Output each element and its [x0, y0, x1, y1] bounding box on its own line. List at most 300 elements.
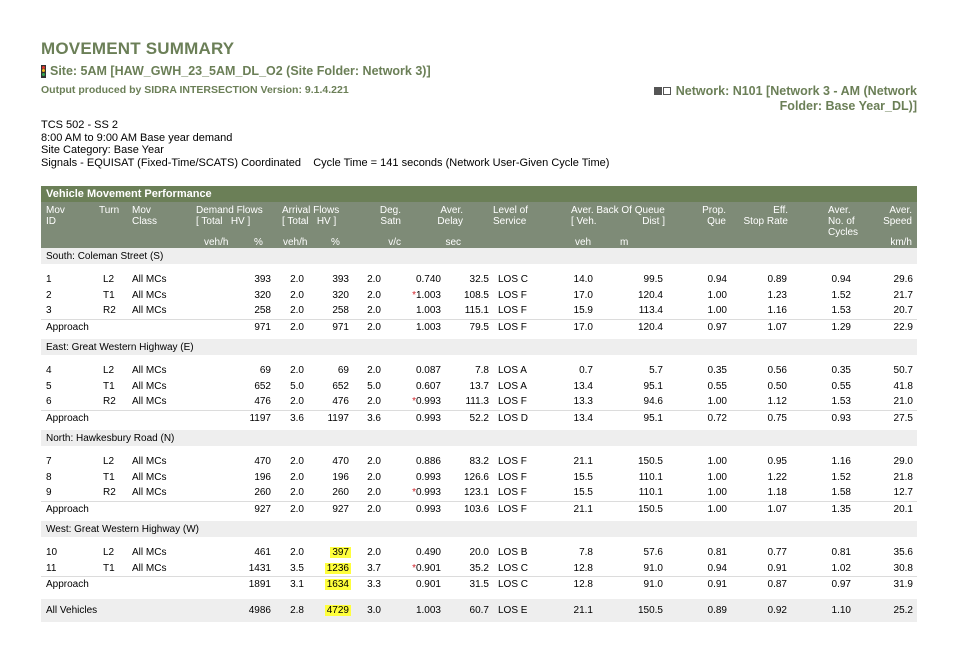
network-icon [654, 84, 672, 99]
cell-delay: 111.3 [465, 396, 489, 407]
cell-eff-stop: 0.75 [767, 412, 787, 424]
cell-queue-dist: 91.0 [643, 579, 663, 590]
cell-demand-total: 927 [254, 503, 271, 515]
highlighted-value: 397 [332, 547, 349, 558]
approach-row [41, 319, 917, 336]
cell-arrival-total: 393 [332, 274, 349, 285]
cell-arrival-total [330, 547, 351, 558]
cell-deg-satn: *0.993 [412, 396, 441, 407]
cell-mov-id: 6 [46, 396, 52, 407]
page-title: MOVEMENT SUMMARY [41, 39, 235, 58]
cell-queue-dist: 113.4 [638, 305, 663, 316]
approach-row [41, 501, 917, 518]
cell-delay: 52.2 [469, 412, 489, 424]
cell-queue-veh: 15.9 [573, 305, 593, 316]
cell-queue-veh: 0.7 [579, 365, 593, 376]
cell-turn: R2 [103, 305, 116, 316]
cell-arrival-hv: 3.7 [367, 562, 381, 574]
cell-delay: 20.0 [469, 547, 489, 558]
cell-demand-hv: 3.5 [290, 562, 304, 574]
section-header [41, 430, 917, 446]
table-row [41, 485, 917, 501]
cell-arrival-total: 258 [332, 305, 349, 316]
cell-mov-class: All MCs [132, 547, 167, 558]
cell-eff-stop: 1.16 [767, 305, 787, 316]
network-line-1: Network: N101 [Network 3 - AM (Network [675, 84, 917, 98]
unit-q-veh: veh [575, 237, 592, 248]
cell-deg-satn: 0.740 [415, 274, 441, 285]
highlighted-value: 1634 [326, 579, 349, 590]
cell-demand-total: 69 [259, 365, 271, 376]
cell-arrival-hv: 3.6 [367, 412, 381, 424]
cell-speed: 41.8 [893, 380, 913, 392]
cell-prop-que: 1.00 [707, 305, 727, 316]
cell-turn: T1 [103, 289, 115, 301]
cell-turn: L2 [103, 547, 115, 558]
movement-performance-table [41, 186, 917, 622]
cell-prop-que: 0.91 [707, 579, 727, 590]
cell-queue-veh: 17.0 [573, 321, 593, 333]
info-line: 8:00 AM to 9:00 AM Base year demand [41, 131, 233, 144]
cell-arrival-total: 260 [332, 487, 349, 498]
cell-speed: 22.9 [893, 321, 913, 333]
section-name: East: Great Western Highway (E) [46, 342, 194, 353]
cell-turn: L2 [103, 274, 115, 285]
unit-arrival-hv: % [331, 237, 340, 248]
cell-los: LOS F [498, 396, 527, 407]
cell-queue-dist: 110.1 [638, 471, 663, 483]
cell-speed: 30.8 [893, 562, 913, 574]
cell-cycles: 1.53 [831, 396, 851, 407]
cell-cycles: 0.55 [831, 380, 851, 392]
cell-arrival-hv: 2.0 [367, 321, 381, 333]
cell-speed: 50.7 [893, 365, 913, 376]
cell-deg-satn: 0.886 [415, 456, 441, 467]
cell-arrival-hv: 2.0 [367, 305, 381, 316]
header-delay: Aver. Delay [437, 205, 463, 227]
cell-queue-dist: 120.4 [637, 321, 663, 333]
cell-deg-satn: 0.993 [415, 503, 441, 515]
cell-arrival-hv: 2.0 [367, 396, 381, 407]
cell-los: LOS C [498, 562, 529, 574]
cell-mov-id: 8 [46, 471, 52, 483]
network-line-2: Folder: Base Year_DL)] [779, 99, 917, 114]
cell-delay: 60.7 [469, 604, 489, 616]
cell-eff-stop: 0.92 [767, 604, 787, 616]
cell-cycles: 0.93 [831, 412, 851, 424]
cell-eff-stop: 1.07 [767, 321, 787, 333]
cell-queue-veh: 14.0 [573, 274, 593, 285]
cell-cycles: 1.29 [831, 321, 851, 333]
cell-mov-class: All MCs [132, 274, 167, 285]
cell-eff-stop: 1.07 [767, 503, 787, 515]
cell-queue-dist: 95.1 [643, 412, 663, 424]
cell-demand-total: 1431 [248, 562, 271, 574]
cell-arrival-total [325, 563, 351, 574]
unit-q-dist: m [620, 237, 629, 248]
cell-speed: 21.7 [893, 289, 913, 301]
cell-los: LOS D [498, 412, 529, 424]
cell-mov-class: All MCs [132, 396, 167, 407]
cell-queue-dist: 150.5 [637, 604, 663, 616]
cell-cycles: 0.35 [831, 365, 851, 376]
cell-deg-satn: *1.003 [412, 289, 441, 301]
cell-prop-que: 1.00 [707, 471, 727, 483]
cell-demand-hv: 2.0 [290, 471, 304, 483]
cell-demand-hv: 5.0 [290, 380, 304, 392]
table-row [41, 303, 917, 319]
table-title: Vehicle Movement Performance [41, 186, 917, 202]
cell-delay: 123.1 [463, 487, 489, 498]
cell-prop-que: 1.00 [707, 289, 727, 301]
table-row [41, 288, 917, 304]
table-row [41, 272, 917, 288]
cell-cycles: 0.94 [831, 274, 851, 285]
cell-mov-id: 3 [46, 305, 52, 316]
info-line: TCS 502 - SS 2 [41, 119, 119, 131]
cell-demand-total: 260 [254, 487, 271, 498]
unit-delay: sec [445, 237, 461, 248]
section-name: South: Coleman Street (S) [46, 251, 164, 262]
cell-delay: 79.5 [469, 321, 489, 333]
cell-delay: 126.6 [463, 471, 489, 483]
cell-arrival-total: 320 [332, 289, 349, 301]
cell-demand-hv: 3.1 [290, 579, 304, 590]
cell-demand-hv: 2.0 [290, 321, 304, 333]
cell-cycles: 1.52 [831, 289, 851, 301]
cell-mov-class: All MCs [132, 289, 167, 301]
cell-delay: 103.6 [463, 503, 489, 515]
cell-mov-id: 11 [46, 562, 57, 574]
cell-los: LOS C [498, 579, 529, 590]
cell-queue-dist: 120.4 [637, 289, 663, 301]
all-vehicles-row [41, 599, 917, 622]
cell-deg-satn: 0.993 [415, 471, 441, 483]
cell-queue-dist: 150.5 [637, 503, 663, 515]
cell-los: LOS F [498, 487, 527, 498]
cell-demand-hv: 2.0 [290, 274, 304, 285]
highlighted-value: 4729 [326, 604, 349, 616]
cell-demand-total: 258 [254, 305, 271, 316]
section-header [41, 248, 917, 264]
cell-los: LOS E [498, 604, 528, 616]
cell-queue-veh: 21.1 [573, 456, 593, 467]
cell-prop-que: 0.97 [707, 321, 727, 333]
cell-queue-veh: 13.4 [573, 380, 593, 392]
cell-mov-class: All MCs [132, 456, 167, 467]
cell-delay: 108.5 [463, 289, 489, 301]
cell-demand-hv: 2.0 [290, 456, 304, 467]
cell-delay: 115.1 [464, 305, 489, 316]
cell-mov-class: All MCs [132, 380, 167, 392]
cell-demand-total: 461 [254, 547, 271, 558]
cell-arrival-hv: 2.0 [367, 274, 381, 285]
cell-cycles: 1.02 [831, 562, 851, 574]
header-cycles: Aver. No. of Cycles [828, 205, 859, 238]
cell-speed: 29.0 [893, 456, 913, 467]
table-row [41, 454, 917, 470]
cell-deg-satn: 0.087 [415, 365, 441, 376]
cell-eff-stop: 1.22 [767, 471, 787, 483]
cell-delay: 35.2 [469, 562, 489, 574]
cell-demand-hv: 2.0 [290, 547, 304, 558]
cell-queue-dist: 150.5 [637, 456, 663, 467]
cell-mov-id: 1 [46, 274, 52, 285]
cell-queue-dist: 91.0 [643, 562, 663, 574]
cell-demand-total: 196 [254, 471, 271, 483]
header-queue: Aver. Back Of Queue [571, 205, 665, 216]
table-row [41, 561, 917, 577]
cell-mov-id: 2 [46, 289, 52, 301]
section-header [41, 521, 917, 537]
cell-queue-dist: 95.1 [643, 380, 663, 392]
cell-los: LOS A [498, 380, 527, 392]
cell-cycles: 1.52 [831, 471, 851, 483]
cell-queue-veh: 7.8 [579, 547, 593, 558]
critical-asterisk: * [412, 562, 416, 574]
table-row [41, 394, 917, 410]
highlighted-value: 1236 [326, 562, 349, 574]
cell-deg-satn: 0.993 [415, 412, 441, 424]
cell-cycles: 1.53 [831, 305, 851, 316]
cell-los: LOS F [498, 503, 527, 515]
cell-queue-veh: 17.0 [573, 289, 593, 301]
cell-demand-total: 1891 [248, 579, 271, 590]
cell-cycles: 1.58 [831, 487, 851, 498]
cell-queue-dist: 57.6 [643, 547, 663, 558]
cell-arrival-hv: 2.0 [367, 289, 381, 301]
header-mov-class: Mov Class [132, 205, 158, 227]
cell-mov-class: All MCs [132, 305, 167, 316]
cell-eff-stop: 0.91 [767, 562, 787, 574]
cell-prop-que: 1.00 [707, 487, 727, 498]
cell-queue-veh: 21.1 [573, 604, 593, 616]
cell-turn: R2 [103, 487, 116, 498]
cell-prop-que: 0.55 [707, 380, 727, 392]
info-line: Signals - EQUISAT (Fixed-Time/SCATS) Coordinated Cycle Time = 141 seconds (Network User-Given Cycle Time) [41, 156, 610, 169]
cell-delay: 7.8 [475, 365, 489, 376]
cell-turn: L2 [103, 365, 115, 376]
cell-eff-stop: 0.50 [767, 380, 787, 392]
unit-demand-hv: % [254, 237, 263, 248]
cell-eff-stop: 1.23 [767, 289, 787, 301]
cell-mov-class: All MCs [132, 471, 167, 483]
cell-cycles: 1.10 [831, 604, 851, 616]
cell-arrival-total [325, 605, 351, 616]
table-body [41, 248, 917, 622]
header-prop: Prop. Que [702, 205, 726, 227]
cell-mov-id: 9 [46, 487, 52, 498]
header-deg: Deg. Satn [379, 205, 401, 227]
cell-turn: T1 [103, 471, 115, 483]
section-header [41, 339, 917, 355]
cell-mov-id: 4 [46, 365, 52, 376]
header-speed: Aver. Speed [883, 205, 912, 227]
cell-eff-stop: 0.77 [767, 547, 787, 558]
cell-mov-id: 5 [46, 380, 52, 392]
table-row [41, 470, 917, 486]
header-arrival: Arrival Flows [ Total HV ] [282, 205, 340, 227]
cell-prop-que: 0.89 [707, 604, 727, 616]
cell-queue-veh: 13.4 [573, 412, 593, 424]
cell-arrival-hv: 2.0 [367, 456, 381, 467]
unit-deg: v/c [388, 237, 401, 248]
cell-prop-que: 1.00 [707, 456, 727, 467]
header-los: Level of Service [493, 205, 529, 227]
table-row [41, 545, 917, 561]
cell-arrival-hv: 5.0 [367, 380, 381, 392]
cell-arrival-hv: 2.0 [367, 365, 381, 376]
cell-los: LOS F [498, 289, 527, 301]
unit-arrival-total: veh/h [283, 237, 308, 248]
cell-arrival-hv: 2.0 [367, 471, 381, 483]
cell-queue-veh: 12.8 [573, 562, 593, 574]
cell-eff-stop: 0.89 [767, 274, 787, 285]
section-name: West: Great Western Highway (W) [46, 524, 199, 535]
cell-los: LOS A [498, 365, 527, 376]
cell-prop-que: 0.94 [707, 562, 727, 574]
cell-queue-dist: 5.7 [649, 365, 663, 376]
network-heading [617, 84, 917, 114]
cell-prop-que: 0.94 [707, 274, 727, 285]
approach-row [41, 576, 917, 593]
site-label: Site: 5AM [HAW_GWH_23_5AM_DL_O2 (Site Folder: Network 3)] [50, 64, 431, 78]
cell-speed: 21.0 [893, 396, 913, 407]
cell-prop-que: 0.72 [707, 412, 727, 424]
cell-arrival-total [325, 579, 351, 590]
cell-prop-que: 1.00 [707, 396, 727, 407]
cell-speed: 29.6 [893, 274, 913, 285]
cell-demand-hv: 3.6 [290, 412, 304, 424]
cell-mov-id: Approach [46, 503, 89, 515]
cell-queue-veh: 12.8 [573, 579, 593, 590]
cell-cycles: 1.16 [831, 456, 851, 467]
unit-demand-total: veh/h [204, 237, 229, 248]
cell-arrival-total: 470 [332, 456, 349, 467]
critical-asterisk: * [412, 289, 416, 301]
cell-mov-id: Approach [46, 412, 89, 424]
cell-queue-veh: 15.5 [573, 471, 593, 483]
cell-deg-satn: 0.607 [415, 380, 441, 392]
cell-demand-hv: 2.0 [290, 289, 304, 301]
cell-turn: T1 [103, 380, 115, 392]
cell-demand-total: 320 [254, 289, 271, 301]
cell-speed: 31.9 [893, 579, 913, 590]
section-name: North: Hawkesbury Road (N) [46, 433, 175, 444]
cell-los: LOS F [498, 471, 527, 483]
cell-cycles: 0.81 [831, 547, 851, 558]
cell-deg-satn: 0.901 [415, 579, 441, 590]
cell-arrival-hv: 3.0 [367, 604, 381, 616]
cell-los: LOS F [498, 305, 527, 316]
cell-demand-hv: 2.0 [290, 305, 304, 316]
cell-demand-hv: 2.0 [290, 365, 304, 376]
cell-eff-stop: 0.95 [767, 456, 787, 467]
cell-arrival-total: 652 [332, 380, 349, 392]
cell-queue-veh: 21.1 [573, 503, 593, 515]
cell-mov-id: All Vehicles [46, 604, 98, 616]
cell-demand-hv: 2.8 [290, 604, 304, 616]
cell-arrival-hv: 2.0 [367, 487, 381, 498]
cell-delay: 32.5 [469, 274, 489, 285]
cell-deg-satn: *0.901 [412, 562, 441, 574]
cell-prop-que: 1.00 [707, 503, 727, 515]
cell-eff-stop: 0.56 [767, 365, 787, 376]
cell-los: LOS F [498, 321, 527, 333]
cell-demand-hv: 2.0 [290, 487, 304, 498]
cell-deg-satn: 1.003 [415, 604, 441, 616]
cell-arrival-total: 1197 [327, 412, 349, 424]
cell-los: LOS B [498, 547, 528, 558]
cell-mov-id: Approach [46, 321, 89, 333]
cell-los: LOS C [498, 274, 529, 285]
cell-speed: 35.6 [893, 547, 913, 558]
cell-los: LOS F [498, 456, 527, 467]
unit-speed: km/h [890, 237, 912, 248]
site-info [41, 119, 609, 169]
cell-speed: 20.7 [893, 305, 913, 316]
cell-prop-que: 0.35 [707, 365, 727, 376]
cell-mov-id: 10 [46, 547, 58, 558]
cell-speed: 25.2 [893, 604, 913, 616]
cell-deg-satn: 0.490 [415, 547, 441, 558]
cell-arrival-total: 196 [332, 471, 349, 483]
cell-demand-total: 476 [254, 396, 271, 407]
cell-arrival-total: 927 [332, 503, 349, 515]
cell-eff-stop: 0.87 [767, 579, 787, 590]
cell-speed: 21.8 [893, 471, 913, 483]
cell-turn: T1 [103, 562, 115, 574]
approach-row [41, 410, 917, 427]
site-heading [41, 64, 431, 78]
cell-mov-class: All MCs [132, 487, 167, 498]
cell-prop-que: 0.81 [707, 547, 727, 558]
cell-deg-satn: *0.993 [412, 487, 441, 498]
cell-demand-total: 470 [254, 456, 271, 467]
cell-queue-veh: 13.3 [573, 396, 593, 407]
cell-turn: R2 [103, 396, 116, 407]
cell-mov-id: 7 [46, 456, 52, 467]
header-mov: Mov ID [46, 205, 65, 227]
cell-eff-stop: 1.18 [767, 487, 787, 498]
cell-speed: 12.7 [893, 487, 913, 498]
header-turn: Turn [99, 205, 120, 216]
header-queue-veh: [ Veh. [571, 216, 597, 227]
cell-cycles: 0.97 [831, 579, 851, 590]
cell-delay: 31.5 [469, 579, 489, 590]
cell-demand-total: 971 [254, 321, 271, 333]
cell-delay: 83.2 [469, 456, 489, 467]
info-line: Site Category: Base Year [41, 144, 164, 156]
header-demand: Demand Flows [ Total HV ] [196, 205, 263, 227]
cell-arrival-total: 476 [332, 396, 349, 407]
cell-mov-class: All MCs [132, 562, 167, 574]
table-row [41, 363, 917, 379]
cell-turn: L2 [103, 456, 115, 467]
cell-eff-stop: 1.12 [767, 396, 787, 407]
cell-arrival-total: 971 [332, 321, 349, 333]
cell-demand-total: 1197 [249, 412, 271, 424]
table-header [41, 202, 917, 248]
cell-demand-total: 393 [254, 274, 271, 285]
cell-speed: 27.5 [893, 412, 913, 424]
cell-queue-dist: 110.1 [638, 487, 663, 498]
cell-queue-dist: 94.6 [643, 396, 663, 407]
cell-delay: 13.7 [469, 380, 489, 392]
cell-arrival-hv: 3.3 [367, 579, 381, 590]
cell-arrival-hv: 2.0 [367, 547, 381, 558]
critical-asterisk: * [412, 487, 416, 498]
